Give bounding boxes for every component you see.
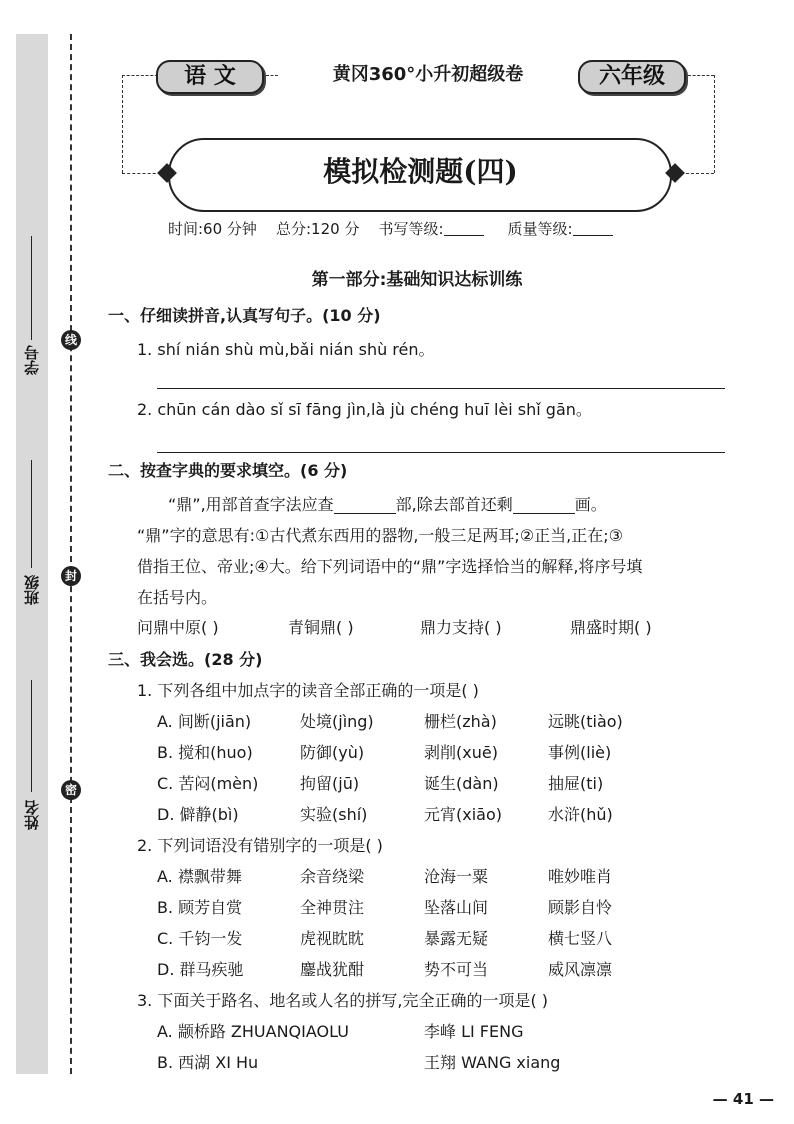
name-field (31, 680, 32, 792)
q3-2-option-a[interactable]: A. 襟飘带舞 (157, 867, 242, 886)
q3-2-option-b[interactable]: B. 顾芳自赏 (157, 898, 243, 917)
q3-option-cell: 拘留(jū) (300, 774, 360, 793)
header-dash (266, 75, 278, 76)
question-2-line-4: 在括号内。 (137, 588, 218, 607)
q3-option-cell: 全神贯注 (300, 898, 365, 917)
q3-1-option-d[interactable]: D. 僻静(bì) (157, 805, 239, 824)
q3-option-cell: 威风凛凛 (548, 960, 613, 979)
header-dash (688, 75, 714, 76)
q3-1-option-a[interactable]: A. 间断(jiān) (157, 712, 252, 731)
q3-option-cell: 沧海一粟 (424, 867, 489, 886)
q3-option-cell: 李峰 LI FENG (424, 1022, 524, 1041)
q3-option-cell: 横七竖八 (548, 929, 613, 948)
q3-option-cell: 水浒(hǔ) (548, 805, 613, 824)
quality-grade-field[interactable] (573, 219, 613, 236)
radical-blank[interactable] (334, 495, 396, 514)
cut-line (70, 34, 72, 1074)
question-2-line-2: “鼎”字的意思有:①古代煮东西用的器物,一般三足两耳;②正当,正在;③ (137, 526, 623, 545)
q3-option-cell: 元宵(xiāo) (424, 805, 502, 824)
question-1-item-2: 2. chūn cán dào sǐ sī fāng jìn,là jù chéng huī lèi shǐ gān。 (137, 400, 592, 419)
q2-word-2[interactable]: 青铜鼎( ) (288, 618, 354, 637)
time-info: 时间:60 分钟 (168, 220, 257, 238)
q2-text: 部,除去部首还剩 (395, 495, 513, 514)
q3-3-option-b[interactable]: B. 西湖 XI Hu (157, 1053, 259, 1072)
writing-grade-field[interactable] (444, 219, 484, 236)
seal-mark-secret: 密 (61, 780, 81, 800)
q3-option-cell: 余音绕梁 (300, 867, 365, 886)
q2-text: 画。 (574, 495, 607, 514)
binding-strip (16, 34, 48, 1074)
q2-word-1[interactable]: 问鼎中原( ) (137, 618, 219, 637)
question-1-item-1: 1. shí nián shù mù,bǎi nián shù rén。 (137, 340, 435, 359)
grade-badge: 六年级 (578, 60, 686, 94)
question-1-heading: 一、仔细读拼音,认真写句子。(10 分) (108, 306, 381, 325)
exam-info (168, 217, 688, 241)
q3-1-option-b[interactable]: B. 搅和(huo) (157, 743, 253, 762)
q3-option-cell: 鏖战犹酣 (300, 960, 365, 979)
header-dash (122, 75, 158, 76)
q2-text: “鼎”,用部首查字法应查 (168, 495, 334, 514)
header-dash (122, 75, 123, 173)
seal-mark-line: 线 (61, 330, 81, 350)
question-2-heading: 二、按查字典的要求填空。(6 分) (108, 461, 348, 480)
q3-2-option-d[interactable]: D. 群马疾驰 (157, 960, 244, 979)
strokes-blank[interactable] (513, 495, 575, 514)
class-label: 班级 (23, 575, 41, 605)
writing-grade-label: 书写等级: (378, 220, 444, 238)
answer-line-2[interactable] (157, 452, 725, 453)
q3-option-cell: 远眺(tiào) (548, 712, 623, 731)
q3-option-cell: 实验(shí) (300, 805, 368, 824)
part-title: 第一部分:基础知识达标训练 (311, 270, 523, 290)
q3-2-option-c[interactable]: C. 千钧一发 (157, 929, 243, 948)
q3-1-option-c[interactable]: C. 苦闷(mèn) (157, 774, 259, 793)
q3-option-cell: 顾影自怜 (548, 898, 613, 917)
q3-option-cell: 防御(yù) (300, 743, 365, 762)
q3-sub-3: 3. 下面关于路名、地名或人名的拼写,完全正确的一项是( ) (137, 991, 549, 1010)
question-3-heading: 三、我会选。(28 分) (108, 650, 263, 669)
quality-grade-label: 质量等级: (507, 220, 573, 238)
q3-sub-1: 1. 下列各组中加点字的读音全部正确的一项是( ) (137, 681, 479, 700)
total-score-info: 总分:120 分 (276, 220, 360, 238)
question-2-line-1 (168, 489, 728, 520)
q3-3-option-a[interactable]: A. 颛桥路 ZHUANQIAOLU (157, 1022, 349, 1041)
q3-option-cell: 唯妙唯肖 (548, 867, 613, 886)
q2-word-3[interactable]: 鼎力支持( ) (420, 618, 502, 637)
page-number: — 41 — (712, 1090, 774, 1108)
q3-option-cell: 暴露无疑 (424, 929, 489, 948)
q3-option-cell: 事例(liè) (548, 743, 612, 762)
q3-option-cell: 剥削(xuē) (424, 743, 498, 762)
q3-option-cell: 王翔 WANG xiang (424, 1053, 561, 1072)
q3-option-cell: 坠落山间 (424, 898, 489, 917)
name-label: 姓名 (23, 800, 41, 830)
answer-line-1[interactable] (157, 388, 725, 389)
q3-option-cell: 抽屉(ti) (548, 774, 604, 793)
page-title: 模拟检测题(四) (323, 155, 518, 188)
student-no-label: 学号 (23, 345, 41, 375)
q3-option-cell: 栅栏(zhà) (424, 712, 497, 731)
subject-badge: 语 文 (156, 60, 264, 94)
q3-option-cell: 诞生(dàn) (424, 774, 499, 793)
q2-word-4[interactable]: 鼎盛时期( ) (570, 618, 652, 637)
series-title: 黄冈360°小升初超级卷 (332, 64, 524, 85)
class-field (31, 460, 32, 568)
q3-option-cell: 虎视眈眈 (300, 929, 365, 948)
header-dash (714, 75, 715, 173)
q3-option-cell: 处境(jìng) (300, 712, 374, 731)
question-2-line-3: 借指王位、帝业;④大。给下列词语中的“鼎”字选择恰当的解释,将序号填 (137, 557, 643, 576)
student-no-field (31, 236, 32, 340)
q3-sub-2: 2. 下列词语没有错别字的一项是( ) (137, 836, 383, 855)
seal-mark-seal: 封 (61, 566, 81, 586)
q3-option-cell: 势不可当 (424, 960, 489, 979)
